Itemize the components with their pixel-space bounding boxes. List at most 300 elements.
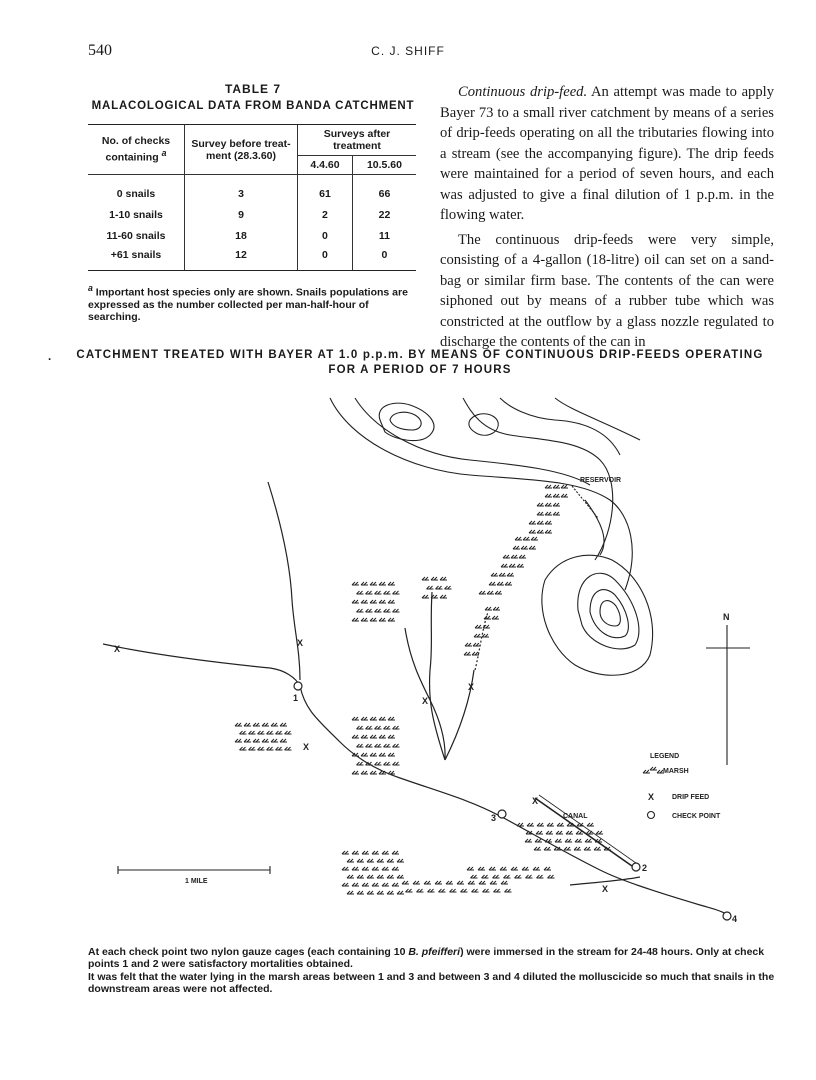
marsh-symbol xyxy=(547,823,554,826)
check-label-1: 1 xyxy=(293,693,299,703)
drip-feed-marker: X xyxy=(602,884,609,894)
marsh-symbol xyxy=(494,889,501,892)
marsh-symbol xyxy=(352,851,359,854)
marsh-symbol xyxy=(258,731,265,734)
canal-label: CANAL xyxy=(563,813,588,820)
marsh-symbol xyxy=(370,600,377,603)
marsh-symbol xyxy=(392,883,399,886)
marsh-symbol xyxy=(461,889,468,892)
drip-feed-marker: X xyxy=(303,742,310,752)
marsh-symbol xyxy=(505,582,512,585)
marsh-symbol xyxy=(352,618,359,621)
scale-bar xyxy=(118,866,270,874)
river-west xyxy=(103,644,300,686)
marsh-symbol xyxy=(388,753,395,756)
marsh-symbol xyxy=(393,744,400,747)
marsh-symbol xyxy=(379,717,386,720)
marsh-symbol xyxy=(479,591,486,594)
marsh-symbol xyxy=(529,521,536,524)
marsh-symbol xyxy=(594,847,601,850)
canal xyxy=(535,798,632,866)
marsh-symbol xyxy=(479,881,486,884)
marsh-symbol xyxy=(267,747,274,750)
marsh-symbol xyxy=(503,555,510,558)
table-row: 1-10 snails 9 2 22 xyxy=(88,204,416,225)
marsh-symbol xyxy=(475,625,482,628)
marsh-symbol xyxy=(375,744,382,747)
marsh-symbol xyxy=(489,867,496,870)
marsh-symbol xyxy=(446,881,453,884)
marsh-symbol xyxy=(375,762,382,765)
marsh-symbol xyxy=(546,831,553,834)
marsh-symbol xyxy=(366,726,373,729)
marsh-symbol xyxy=(285,731,292,734)
marsh-symbol xyxy=(473,643,480,646)
marsh-symbol xyxy=(392,851,399,854)
marsh-symbol xyxy=(515,875,522,878)
marsh-symbol xyxy=(509,564,516,567)
marsh-symbol xyxy=(379,582,386,585)
marsh-symbol xyxy=(362,867,369,870)
marsh-symbol xyxy=(561,494,568,497)
marsh-symbol xyxy=(587,823,594,826)
marsh-symbol xyxy=(357,875,364,878)
marsh-symbol xyxy=(505,889,512,892)
river-lower xyxy=(500,816,726,914)
col-header-before: Survey before treat-ment (28.3.60) xyxy=(185,125,298,175)
marsh-symbol xyxy=(445,586,452,589)
marsh-symbol xyxy=(347,891,354,894)
marsh-symbol xyxy=(361,618,368,621)
col-header-checks: No. of checks containing $^a$ xyxy=(88,125,185,175)
north-label: N xyxy=(723,612,730,622)
marsh-symbol xyxy=(517,823,524,826)
marsh-symbol xyxy=(367,859,374,862)
marsh-symbol xyxy=(366,609,373,612)
marsh-symbol xyxy=(537,503,544,506)
marsh-symbol xyxy=(501,881,508,884)
marsh-symbol xyxy=(497,582,504,585)
marsh-symbol xyxy=(465,643,472,646)
marsh-symbol xyxy=(507,573,514,576)
marsh-symbol xyxy=(526,875,533,878)
body-text xyxy=(440,82,774,353)
marsh-symbol xyxy=(372,851,379,854)
marsh-symbol xyxy=(596,831,603,834)
marsh-symbol xyxy=(545,494,552,497)
marsh-symbol xyxy=(357,762,364,765)
check-point-2 xyxy=(632,863,640,871)
marsh-symbol xyxy=(370,582,377,585)
reservoir-dam xyxy=(572,486,598,518)
marsh-symbol xyxy=(537,521,544,524)
contour-line xyxy=(578,573,639,649)
marsh-symbol xyxy=(375,609,382,612)
marsh-symbol xyxy=(545,512,552,515)
marsh-symbol xyxy=(370,753,377,756)
marsh-symbol xyxy=(361,771,368,774)
marsh-symbol xyxy=(366,744,373,747)
marsh-symbol xyxy=(262,723,269,726)
marsh-symbol xyxy=(271,739,278,742)
marsh-symbol xyxy=(397,859,404,862)
marsh-symbol xyxy=(472,889,479,892)
scale-label: 1 MILE xyxy=(185,878,208,885)
marsh-symbol xyxy=(422,595,429,598)
drip-feed-marker: X xyxy=(422,696,429,706)
marsh-symbol xyxy=(650,767,657,770)
marsh-symbol xyxy=(388,771,395,774)
catchment-map xyxy=(0,380,816,940)
paragraph-drip-feed: Continuous drip-feed. An attempt was made to apply Bayer 73 to a small river catchment by means of a series of drip-feeds operating on all the tributaries flowing into a stream (see the accompanying figure). The drip feeds were maintained for a period of seven hours, and each was adjusted to give a final dilution of 1 p.p.m. in the flowing water. xyxy=(440,84,774,223)
marsh-symbol xyxy=(377,859,384,862)
table-row: +61 snails 12 0 0 xyxy=(88,246,416,271)
marsh-symbol xyxy=(457,881,464,884)
check-point-1 xyxy=(294,682,302,690)
river-main xyxy=(300,686,500,816)
marsh-symbol xyxy=(574,847,581,850)
marsh-symbol xyxy=(450,889,457,892)
marsh-symbol xyxy=(501,564,508,567)
marsh-symbol xyxy=(553,485,560,488)
marsh-symbol xyxy=(553,503,560,506)
marsh-symbol xyxy=(352,582,359,585)
marsh-symbol xyxy=(370,618,377,621)
marsh-symbol xyxy=(517,564,524,567)
marsh-symbol xyxy=(417,889,424,892)
sub-header-date-1: 4.4.60 xyxy=(298,156,353,175)
marsh-symbol xyxy=(468,881,475,884)
marsh-symbol xyxy=(555,839,562,842)
table-title: TABLE 7 xyxy=(224,82,282,96)
marsh-symbol xyxy=(585,839,592,842)
contour-line xyxy=(390,412,421,430)
river-marsh-link xyxy=(475,612,488,670)
marsh-symbol xyxy=(347,859,354,862)
marsh-symbol xyxy=(387,891,394,894)
check-label-4: 4 xyxy=(732,914,738,924)
marsh-symbol xyxy=(490,881,497,884)
marsh-symbol xyxy=(276,731,283,734)
marsh-symbol xyxy=(495,591,502,594)
marsh-symbol xyxy=(500,867,507,870)
marsh-symbol xyxy=(367,875,374,878)
marsh-symbol xyxy=(544,847,551,850)
marsh-symbol xyxy=(388,717,395,720)
marsh-symbol xyxy=(357,859,364,862)
marsh-symbol xyxy=(522,867,529,870)
marsh-symbol xyxy=(352,735,359,738)
marsh-symbol xyxy=(361,582,368,585)
marsh-symbol xyxy=(384,762,391,765)
marsh-symbol xyxy=(249,731,256,734)
marsh-symbol xyxy=(271,723,278,726)
marsh-symbol xyxy=(285,747,292,750)
marsh-symbol xyxy=(352,771,359,774)
marsh-symbol xyxy=(440,595,447,598)
marsh-symbol xyxy=(525,839,532,842)
marsh-symbol xyxy=(253,739,260,742)
marsh-symbol xyxy=(478,867,485,870)
marsh-symbol xyxy=(392,867,399,870)
marsh-symbol xyxy=(553,512,560,515)
marsh-symbol xyxy=(545,530,552,533)
marsh-symbol xyxy=(379,618,386,621)
marsh-symbol xyxy=(370,735,377,738)
marsh-symbol xyxy=(397,875,404,878)
marsh-symbol xyxy=(467,867,474,870)
marsh-symbol xyxy=(471,875,478,878)
marsh-symbol xyxy=(537,512,544,515)
marsh-symbol xyxy=(362,883,369,886)
marsh-symbol xyxy=(484,616,491,619)
legend-drip-label: DRIP FEED xyxy=(672,794,710,801)
marsh-symbol xyxy=(489,582,496,585)
contour-line xyxy=(600,601,620,626)
marsh-symbol xyxy=(357,609,364,612)
marsh-symbol xyxy=(557,823,564,826)
check-point-3 xyxy=(498,810,506,818)
marsh-symbol xyxy=(382,851,389,854)
marsh-symbol xyxy=(499,573,506,576)
marsh-symbol xyxy=(537,530,544,533)
marsh-symbol xyxy=(384,726,391,729)
running-head: C. J. SHIFF xyxy=(371,44,445,58)
marsh-symbol xyxy=(361,600,368,603)
marsh-symbol xyxy=(413,881,420,884)
marsh-symbol xyxy=(388,600,395,603)
marsh-symbol xyxy=(482,634,489,637)
marsh-symbol xyxy=(244,723,251,726)
reservoir-label: RESERVOIR xyxy=(580,477,622,484)
marsh-symbol xyxy=(382,867,389,870)
marsh-symbol xyxy=(575,839,582,842)
marsh-symbol xyxy=(357,726,364,729)
marsh-symbol xyxy=(342,851,349,854)
drip-feed-marker: X xyxy=(297,638,304,648)
marsh-symbol xyxy=(357,591,364,594)
figure-caption: At each check point two nylon gauze cages (each containing 10 B. pfeifferi) were immersed in the stream for 24-48 hours. Only at check points 1 and 2 were satisfactory mortalities obtained. It was felt that the water lying in the marsh areas between 1 and 3 and between 3 and 4 diluted the molluscicide so much that snails in the downstream areas were not affected. xyxy=(88,946,775,995)
marsh-symbol xyxy=(533,867,540,870)
marsh-symbol xyxy=(436,586,443,589)
marsh-symbol xyxy=(428,889,435,892)
marsh-symbol xyxy=(352,600,359,603)
river-north xyxy=(268,482,300,680)
marsh-symbol xyxy=(253,723,260,726)
marsh-symbol xyxy=(492,616,499,619)
marsh-symbol xyxy=(406,889,413,892)
table-row: 0 snails 3 61 66 xyxy=(88,183,416,204)
marsh-symbol xyxy=(361,753,368,756)
marsh-symbol xyxy=(584,847,591,850)
marsh-symbol xyxy=(474,634,481,637)
marsh-symbol xyxy=(422,577,429,580)
drip-feed-marker: X xyxy=(532,796,539,806)
marsh-symbol xyxy=(384,591,391,594)
marsh-symbol xyxy=(240,731,247,734)
marsh-symbol xyxy=(235,723,242,726)
marsh-symbol xyxy=(372,867,379,870)
marsh-symbol xyxy=(388,735,395,738)
marsh-symbol xyxy=(357,744,364,747)
marsh-symbol xyxy=(439,889,446,892)
marsh-symbol xyxy=(347,875,354,878)
marsh-symbol xyxy=(382,883,389,886)
marsh-symbol xyxy=(370,717,377,720)
marsh-symbol xyxy=(544,867,551,870)
marsh-symbol xyxy=(519,555,526,558)
marsh-symbol xyxy=(515,537,522,540)
marsh-symbol xyxy=(387,875,394,878)
marsh-symbol xyxy=(393,762,400,765)
marsh-symbol xyxy=(280,739,287,742)
marsh-symbol xyxy=(375,591,382,594)
marsh-symbol xyxy=(367,891,374,894)
page-number: 540 xyxy=(88,42,112,59)
marsh-symbol xyxy=(564,847,571,850)
marsh-symbol xyxy=(493,607,500,610)
marsh-symbol xyxy=(388,618,395,621)
marsh-symbol xyxy=(249,747,256,750)
contour-line xyxy=(379,403,434,440)
marsh-symbol xyxy=(362,851,369,854)
check-label-3: 3 xyxy=(491,813,497,823)
figure-title: . CATCHMENT TREATED WITH BAYER AT 1.0 p.p.m. BY MEANS OF CONTINUOUS DRIP-FEEDS OPERATING FOR A PERIOD OF 7 HOURS xyxy=(48,349,764,376)
marsh-symbol xyxy=(537,823,544,826)
marsh-symbol xyxy=(511,555,518,558)
sub-header-date-2: 10.5.60 xyxy=(352,156,416,175)
marsh-symbol xyxy=(342,883,349,886)
contour-line xyxy=(555,398,640,440)
marsh-symbol xyxy=(537,875,544,878)
marsh-symbol xyxy=(545,521,552,524)
marsh-symbol xyxy=(440,577,447,580)
marsh-symbol xyxy=(397,891,404,894)
legend-check-label: CHECK POINT xyxy=(672,813,721,820)
table-subtitle: MALACOLOGICAL DATA FROM BANDA CATCHMENT xyxy=(91,100,415,112)
table-row: 11-60 snails 18 0 11 xyxy=(88,225,416,246)
marsh-symbol xyxy=(565,839,572,842)
north-arrow xyxy=(706,625,750,765)
marsh-symbol xyxy=(561,485,568,488)
marsh-symbol xyxy=(387,859,394,862)
marsh-symbol xyxy=(493,875,500,878)
marsh-symbol xyxy=(361,735,368,738)
contour-line xyxy=(500,398,620,455)
marsh-symbol xyxy=(531,537,538,540)
marsh-symbol xyxy=(366,591,373,594)
marsh-symbol xyxy=(529,546,536,549)
marsh-symbol xyxy=(536,831,543,834)
legend-marsh-label: MARSH xyxy=(663,768,689,775)
marsh-symbol xyxy=(357,891,364,894)
marsh-symbol xyxy=(244,739,251,742)
drip-feed-marker: X xyxy=(114,644,121,654)
marsh-symbol xyxy=(393,591,400,594)
col-header-after: Surveys after treatment xyxy=(298,125,417,156)
drip-feed-marker: X xyxy=(468,682,475,692)
marsh-symbol xyxy=(504,875,511,878)
marsh-symbol xyxy=(352,883,359,886)
marsh-symbol xyxy=(262,739,269,742)
marsh-symbol xyxy=(431,577,438,580)
marsh-symbol xyxy=(361,717,368,720)
marsh-symbol xyxy=(393,609,400,612)
marsh-symbol xyxy=(513,546,520,549)
legend-check-symbol xyxy=(648,812,655,819)
marsh-symbol xyxy=(379,735,386,738)
marsh-symbol xyxy=(553,494,560,497)
marsh-symbol xyxy=(372,883,379,886)
marsh-symbol xyxy=(556,831,563,834)
marsh-symbol xyxy=(370,771,377,774)
marsh-symbol xyxy=(527,823,534,826)
marsh-areas xyxy=(235,485,611,894)
marsh-symbol xyxy=(393,726,400,729)
paragraph-construction: The continuous drip-feeds were very simple, consisting of a 4-gallon (18-litre) oil can set on a sand-bag or similar firm base. The contents of the can were siphoned out by means of a rubber tube which was constricted at the outflow by a glass nozzle regulated to discharge the contents of the can in xyxy=(440,231,774,350)
marsh-symbol xyxy=(485,607,492,610)
marsh-symbol xyxy=(643,770,650,773)
table-footnote: $^a$ Important host species only are shown. Snails populations are expressed as the number collected per man-half-hour of searching. xyxy=(88,283,408,323)
marsh-symbol xyxy=(566,831,573,834)
marsh-symbol xyxy=(491,573,498,576)
marsh-symbol xyxy=(427,586,434,589)
marsh-symbol xyxy=(435,881,442,884)
marsh-symbol xyxy=(377,891,384,894)
marsh-symbol xyxy=(235,739,242,742)
marsh-symbol xyxy=(377,875,384,878)
marsh-symbol xyxy=(511,867,518,870)
marsh-symbol xyxy=(521,546,528,549)
marsh-symbol xyxy=(352,867,359,870)
legend-drip-symbol: X xyxy=(648,792,655,802)
marsh-symbol xyxy=(352,717,359,720)
marsh-symbol xyxy=(384,744,391,747)
marsh-symbol xyxy=(375,726,382,729)
marsh-symbol xyxy=(402,881,409,884)
marsh-symbol xyxy=(267,731,274,734)
marsh-symbol xyxy=(342,867,349,870)
contour-line xyxy=(330,398,632,590)
marsh-symbol xyxy=(240,747,247,750)
check-label-2: 2 xyxy=(642,863,648,873)
marsh-symbol xyxy=(384,609,391,612)
marsh-symbol xyxy=(379,600,386,603)
marsh-symbol xyxy=(529,530,536,533)
marsh-symbol xyxy=(545,839,552,842)
malacological-table xyxy=(88,124,416,271)
marsh-symbol xyxy=(483,889,490,892)
marsh-symbol xyxy=(388,582,395,585)
marsh-symbol xyxy=(548,875,555,878)
contour-line xyxy=(585,500,604,555)
marsh-symbol xyxy=(535,839,542,842)
marsh-symbol xyxy=(276,747,283,750)
contour-line xyxy=(590,590,628,638)
marsh-symbol xyxy=(482,875,489,878)
marsh-symbol xyxy=(258,747,265,750)
check-point-4 xyxy=(723,912,731,920)
marsh-symbol xyxy=(379,753,386,756)
marsh-symbol xyxy=(472,652,479,655)
marsh-symbol xyxy=(424,881,431,884)
marsh-symbol xyxy=(464,652,471,655)
legend-title: LEGEND xyxy=(650,753,680,760)
marsh-symbol xyxy=(280,723,287,726)
marsh-symbol xyxy=(545,503,552,506)
marsh-symbol xyxy=(545,485,552,488)
marsh-symbol xyxy=(523,537,530,540)
